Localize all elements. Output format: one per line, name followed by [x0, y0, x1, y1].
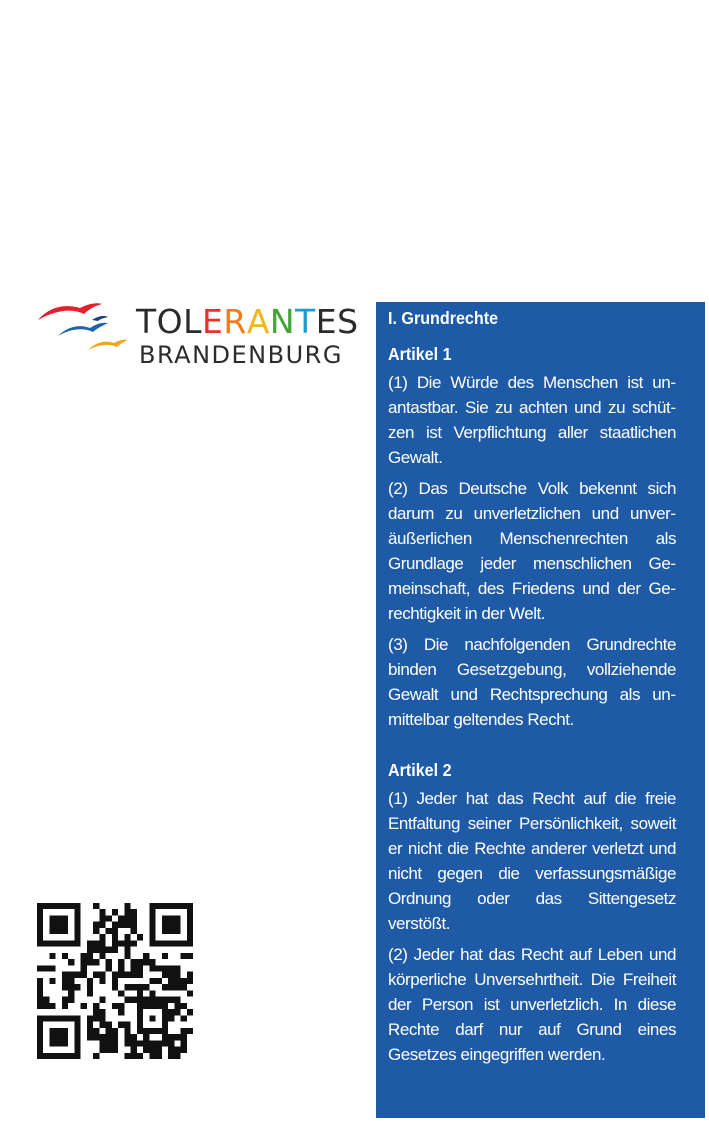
article-1-paragraph-3: (3) Die nachfolgenden Grundrechte binden Gesetzgebung, vollziehende Gewalt und Rechtsprechung als unmittelbar geltendes Recht. — [388, 635, 676, 729]
article-2-paragraph-1: (1) Jeder hat das Recht auf die freie Entfaltung seiner Persönlichkeit, soweit er nicht die Rechte anderer verletzt und nicht gegen die verfassungsmäßige Ordnung oder das Sittengesetz verstößt. — [388, 789, 676, 933]
red-bird-icon — [38, 303, 102, 320]
logo-letter: N — [269, 302, 296, 341]
tolerantes-brandenburg-logo — [36, 300, 359, 372]
small-dark-bird-icon — [92, 316, 108, 321]
birds-logo-icon — [36, 300, 128, 360]
logo-wordmark-brandenburg: BRANDENBURG — [139, 341, 343, 369]
logo-letter: A — [246, 302, 270, 341]
article-1-paragraph-2: (2) Das Deutsche Volk bekennt sich darum zu unverletzlichen und unveräußerlichen Menschenrechten als Grundlage jeder menschlichen Gemeinschaft, des Friedens und der Gerechtigkeit in der Welt. — [388, 479, 676, 623]
logo-letter: E — [315, 302, 338, 341]
logo-letter: T — [295, 302, 316, 341]
logo-letter: R — [223, 302, 247, 341]
yellow-bird-icon — [88, 340, 128, 350]
logo-letter: L — [183, 302, 203, 341]
article-2-title: Artikel 2 — [388, 760, 452, 780]
logo-letter: S — [337, 302, 359, 341]
logo-letter: T — [136, 302, 157, 341]
article-1-paragraph-1: (1) Die Würde des Menschen ist unantastbar. Sie zu achten und zu schützen ist Verpflichtung aller staatlichen Gewalt. — [388, 373, 676, 467]
blue-bird-icon — [58, 323, 108, 336]
article-2-paragraph-2: (2) Jeder hat das Recht auf Leben und körperliche Unversehrtheit. Die Freiheit der Person ist unverletzlich. In diese Rechte darf nur auf Grund eines Gesetzes eingegriffen werden. — [388, 945, 676, 1064]
section-title: I. Grundrechte — [388, 308, 499, 328]
basic-rights-panel — [376, 302, 705, 1118]
logo-letter: E — [202, 302, 224, 341]
qr-code-icon[interactable] — [37, 903, 193, 1059]
logo-wordmark-tolerantes — [136, 302, 359, 342]
logo-letter: O — [156, 302, 184, 341]
article-1-title: Artikel 1 — [388, 344, 452, 364]
